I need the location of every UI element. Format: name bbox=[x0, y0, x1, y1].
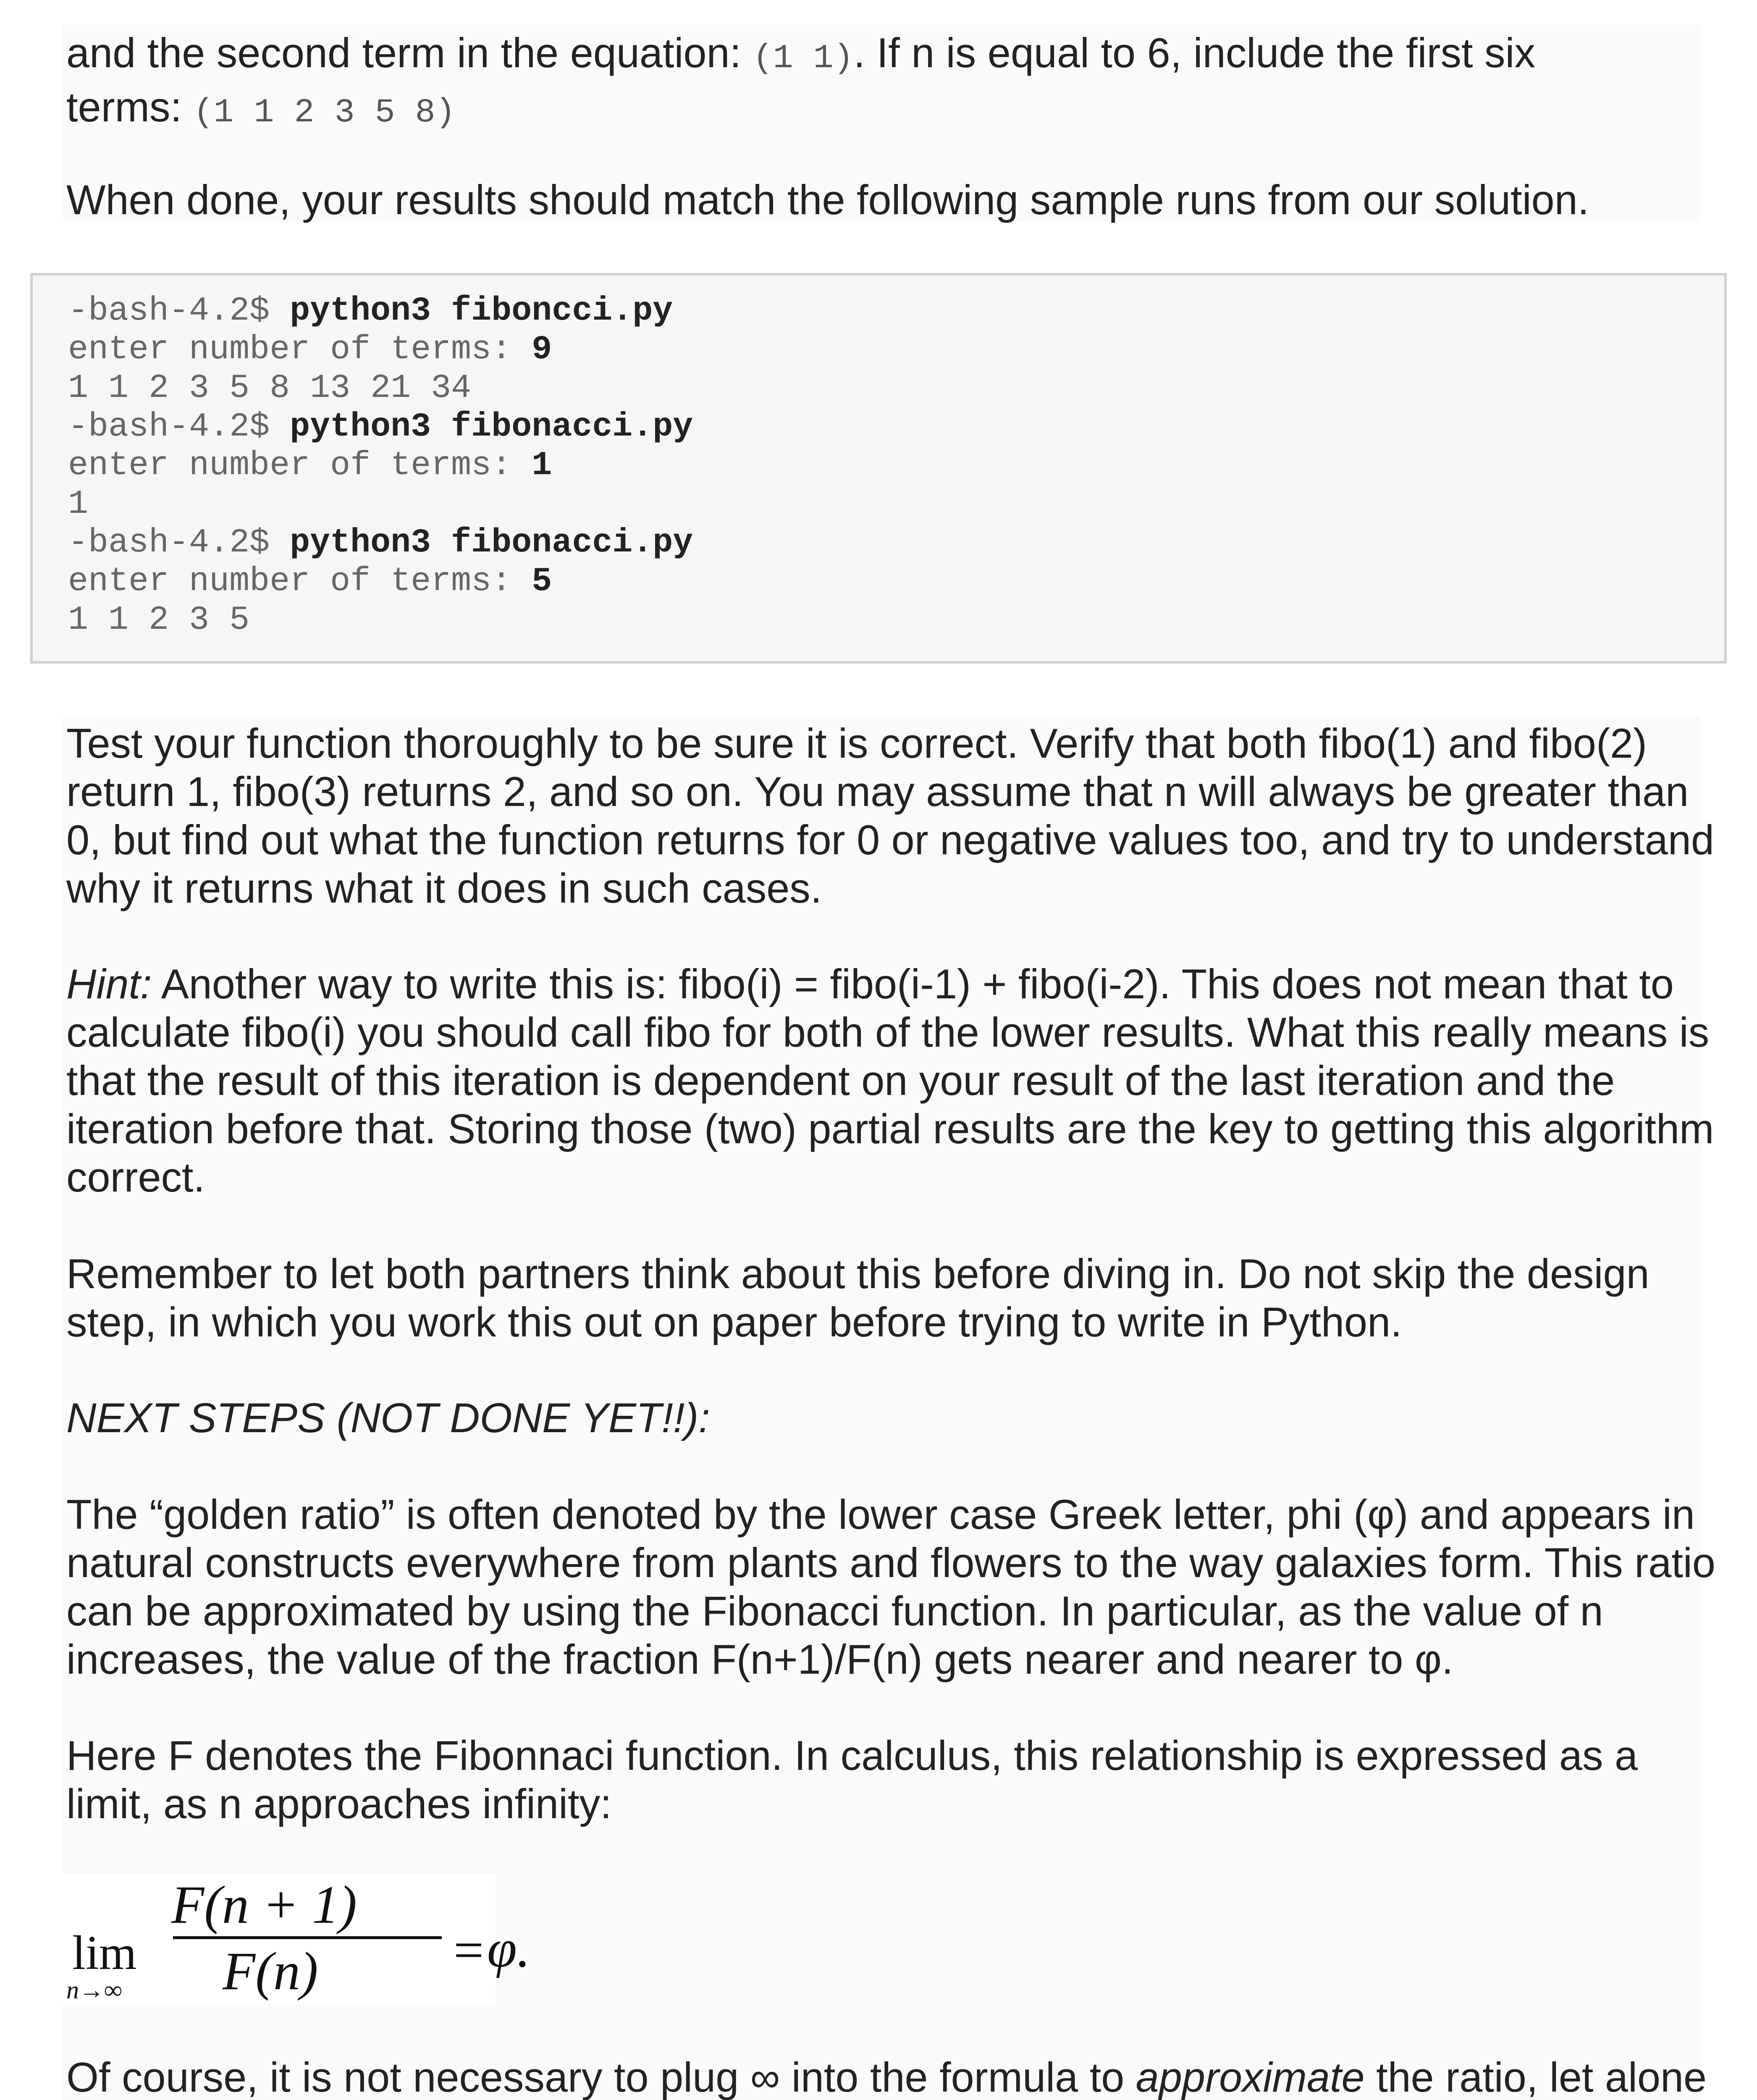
golden-ratio-rest: in natural constructs everywhere from plants and flowers to the way galaxies form. This ratio can be approximated by using the Fibonacci function. In particular, as the value of bbox=[66, 1491, 1715, 1634]
terminal-output-block bbox=[30, 273, 1727, 664]
golden-ratio-last-line: n increases, the value of the fraction F(n+1)/F(n) gets nearer and nearer to φ. bbox=[66, 1588, 1603, 1683]
sample-runs-text: When done, your results should match the following sample runs from our solution. bbox=[66, 176, 1589, 223]
limit-paragraph: Here F denotes the Fibonnaci function. In calculus, this relationship is expressed as a limit, as n approaches infinity: bbox=[66, 1732, 1638, 1827]
terminal-line-input-3 bbox=[68, 562, 552, 601]
hint-text: Another way to write this is: fibo(i) = fibo(i-1) + fibo(i-2). This does not mean that to calculate fibo(i) you should call fibo for both of the lower results. What this really means is that the result of this iteration is dependent on your result of the last iteration and the iteration before that. Storing those (two) partial results are the key to getting this algorithm correct. bbox=[66, 961, 1714, 1200]
final-emphasis: approximate bbox=[1135, 2054, 1365, 2100]
terminal-line-output-2: 1 bbox=[68, 485, 89, 523]
formula-lim: lim bbox=[72, 1926, 137, 1979]
next-steps-heading: NEXT STEPS (NOT DONE YET!!): bbox=[66, 1394, 710, 1441]
formula-result: φ. bbox=[487, 1919, 530, 1978]
terminal-command: python3 fiboncci.py bbox=[290, 292, 673, 330]
golden-ratio-sentence-1: The “golden ratio” is often denoted by the lower case Greek letter, phi (φ) and appears bbox=[66, 1491, 1651, 1538]
formula-numerator: F(n + 1) bbox=[171, 1875, 357, 1935]
terminal-command: python3 fibonacci.py bbox=[290, 408, 693, 446]
intro-line2-code: (1 1 2 3 5 8) bbox=[193, 94, 456, 132]
intro-line1-code: (1 1) bbox=[753, 39, 854, 78]
terminal-line-input-2 bbox=[68, 446, 552, 486]
terminal-line-input-1 bbox=[68, 330, 552, 370]
hint-paragraph bbox=[66, 960, 1717, 1201]
final-text-part-1: Of course, it is not necessary to plug ∞ into the formula to bbox=[66, 2054, 1136, 2100]
golden-ratio-paragraph bbox=[66, 1490, 1717, 1683]
terminal-input-value: 5 bbox=[532, 562, 552, 601]
terminal-input-value: 9 bbox=[532, 331, 552, 369]
intro-line1-text: and the second term in the equation: bbox=[66, 29, 753, 76]
terminal-line-output-1: 1 1 2 3 5 8 13 21 34 bbox=[68, 369, 472, 407]
formula-equals: = bbox=[454, 1920, 484, 1980]
terminal-input-label: enter number of terms: bbox=[68, 562, 532, 601]
remember-paragraph: Remember to let both partners think about this before diving in. Do not skip the design step, in which you work this out on paper before trying to write in Python. bbox=[66, 1250, 1649, 1345]
terminal-line-command-2 bbox=[68, 407, 693, 447]
test-paragraph: Test your function thoroughly to be sure it is correct. Verify that both fibo(1) and fibo(2) return 1, fibo(3) returns 2, and so on. You may assume that n will always be greater than 0, but find out what the function returns for 0 or negative values too, and try to understand why it returns what it does in such cases. bbox=[66, 720, 1714, 911]
intro-paragraph bbox=[66, 29, 1717, 137]
terminal-line-output-3: 1 1 2 3 5 bbox=[68, 601, 250, 639]
terminal-prompt: -bash-4.2$ bbox=[68, 292, 290, 330]
terminal-line-command-3 bbox=[68, 523, 693, 563]
terminal-input-label: enter number of terms: bbox=[68, 446, 532, 485]
formula-denominator: F(n) bbox=[223, 1941, 318, 2001]
final-text-part-2: the ratio, let alone bbox=[1376, 2054, 1707, 2100]
formula-subscript: n→∞ bbox=[66, 1976, 122, 2004]
terminal-input-value: 1 bbox=[532, 446, 552, 485]
terminal-input-label: enter number of terms: bbox=[68, 331, 532, 369]
terminal-prompt: -bash-4.2$ bbox=[68, 408, 290, 446]
limit-formula bbox=[63, 1874, 530, 2004]
hint-label: Hint: bbox=[66, 961, 152, 1007]
final-paragraph bbox=[66, 2053, 1717, 2100]
terminal-line-command-1 bbox=[68, 291, 673, 331]
intro-line2-text: terms: bbox=[66, 84, 194, 130]
formula-fraction-bar bbox=[173, 1936, 442, 1939]
intro-line1-text-b: . If n is equal to 6, include the first six bbox=[853, 29, 1535, 76]
terminal-command: python3 fibonacci.py bbox=[290, 524, 693, 562]
terminal-prompt: -bash-4.2$ bbox=[68, 524, 290, 562]
